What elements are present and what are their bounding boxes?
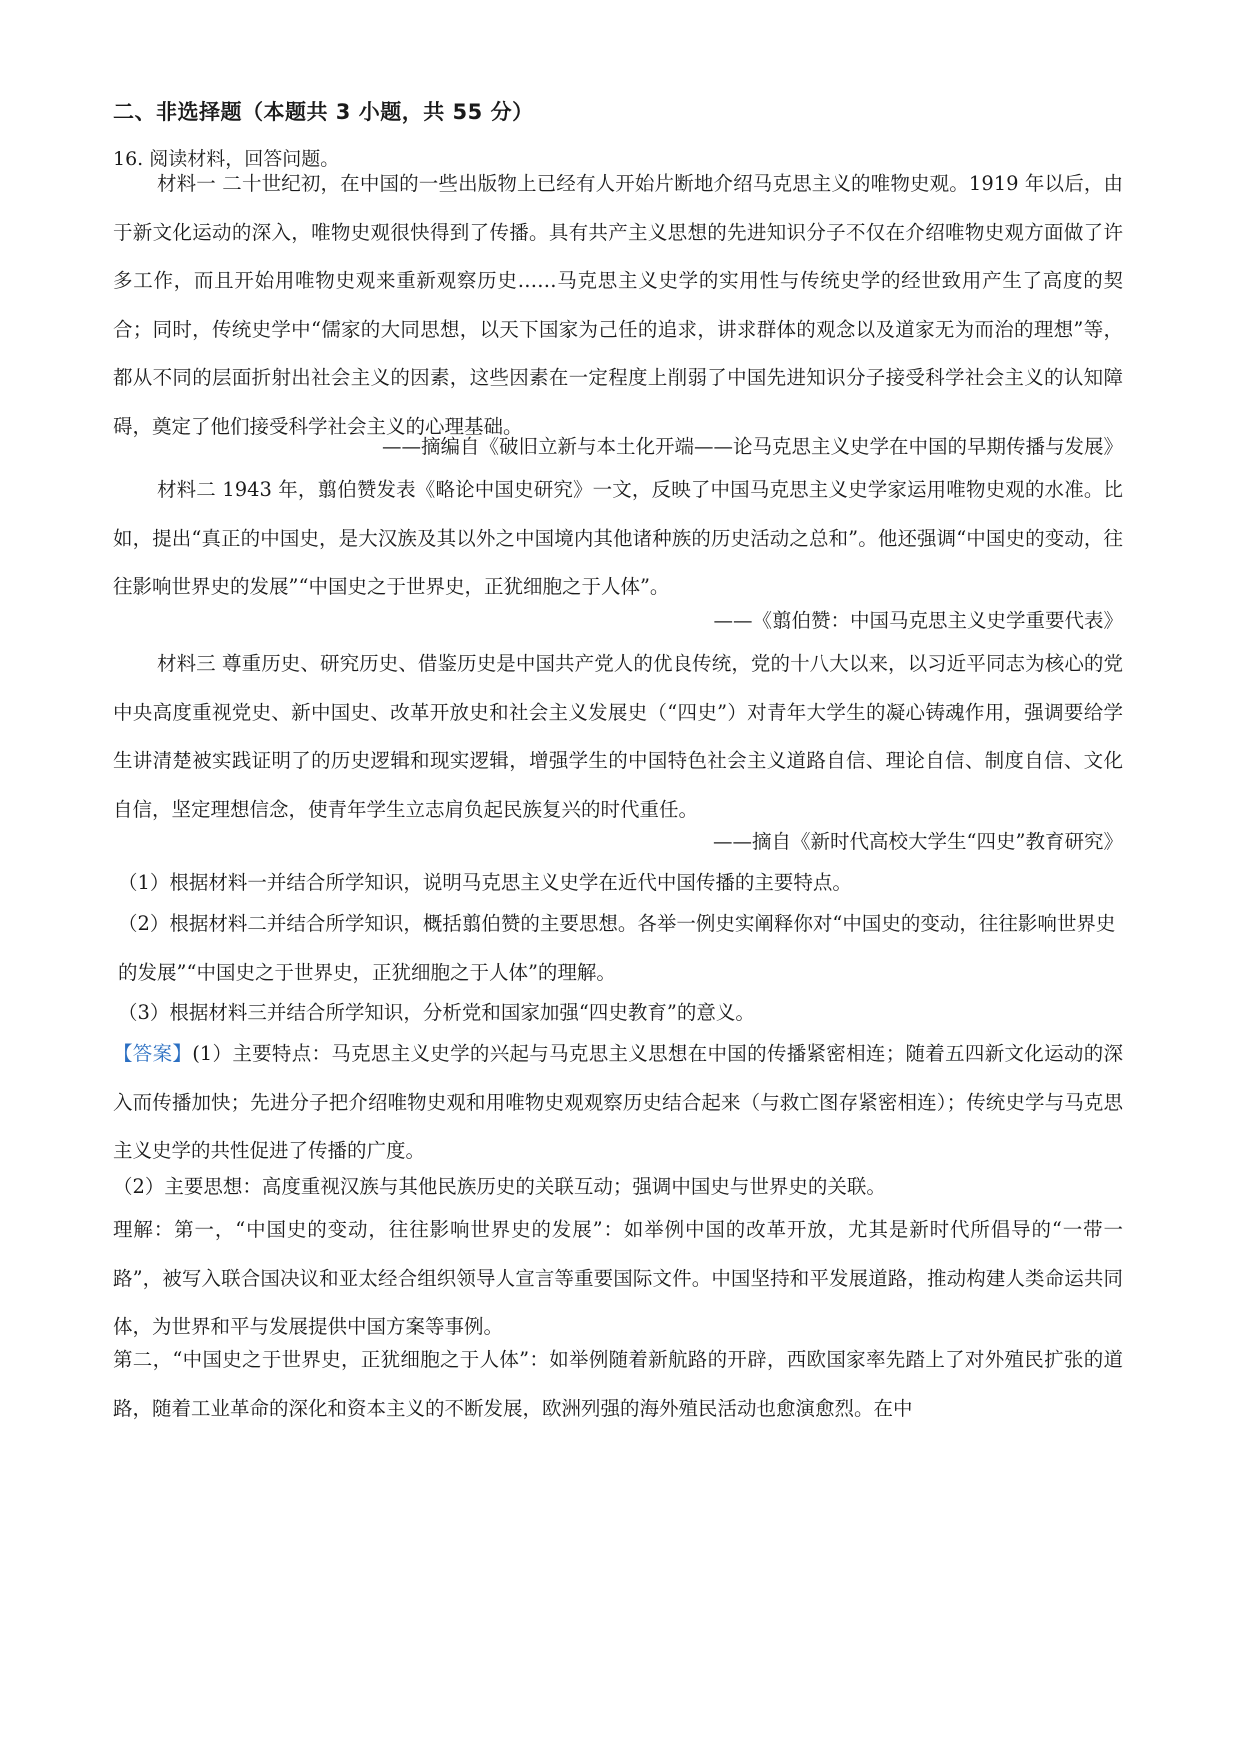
answer-part-1 <box>113 1030 1123 1176</box>
subquestion-3: （3）根据材料三并结合所学知识，分析党和国家加强“四史教育”的意义。 <box>118 1001 755 1024</box>
answer-understanding-1: 理解：第一，“中国史的变动，往往影响世界史的发展”：如举例中国的改革开放，尤其是新时代所倡导的“一带一路”，被写入联合国决议和亚太经合组织领导人宣言等重要国际文件。中国坚持和平发展道路，推动构建人类命运共同体，为世界和平与发展提供中国方案等事例。 <box>113 1218 1123 1338</box>
answer-understanding-2: 第二，“中国史之于世界史，正犹细胞之于人体”：如举例随着新航路的开辟，西欧国家率先踏上了对外殖民扩张的道路，随着工业革命的深化和资本主义的不断发展，欧洲列强的海外殖民活动也愈演愈烈。在中 <box>113 1348 1123 1420</box>
answer-tag: 【答案】 <box>113 1042 193 1065</box>
subquestion-1: （1）根据材料一并结合所学知识，说明马克思主义史学在近代中国传播的主要特点。 <box>118 871 852 894</box>
answer-part-2: （2）主要思想：高度重视汉族与其他民族历史的关联互动；强调中国史与世界史的关联。 <box>113 1175 886 1198</box>
question-title: 16. 阅读材料，回答问题。 <box>113 148 340 170</box>
subquestion-2: （2）根据材料二并结合所学知识，概括翦伯赞的主要思想。各举一例史实阐释你对“中国史的变动，往往影响世界史的发展”“中国史之于世界史，正犹细胞之于人体”的理解。 <box>118 912 1116 984</box>
material-one: 材料一 二十世纪初，在中国的一些出版物上已经有人开始片断地介绍马克思主义的唯物史观。1919 年以后，由于新文化运动的深入，唯物史观很快得到了传播。具有共产主义思想的先进知识分子不仅在介绍唯物史观方面做了许多工作，而且开始用唯物史观来重新观察历史……马克思主义史学的实用性与传统史学的经世致用产生了高度的契合；同时，传统史学中“儒家的大同思想，以天下国家为己任的追求，讲求群体的观念以及道家无为而治的理想”等，都从不同的层面折射出社会主义的因素，这些因素在一定程度上削弱了中国先进知识分子接受科学社会主义的认知障碍，奠定了他们接受科学社会主义的心理基础。 <box>113 172 1123 438</box>
answer-part-1-text: (1）主要特点：马克思主义史学的兴起与马克思主义思想在中国的传播紧密相连；随着五四新文化运动的深入而传播加快；先进分子把介绍唯物史观和用唯物史观观察历史结合起来（与救亡图存紧密相连）；传统史学与马克思主义史学的共性促进了传播的广度。 <box>113 1042 1123 1162</box>
material-three: 材料三 尊重历史、研究历史、借鉴历史是中国共产党人的优良传统，党的十八大以来，以习近平同志为核心的党中央高度重视党史、新中国史、改革开放史和社会主义发展史（“四史”）对青年大学生的凝心铸魂作用，强调要给学生讲清楚被实践证明了的历史逻辑和现实逻辑，增强学生的中国特色社会主义道路自信、理论自信、制度自信、文化自信，坚定理想信念，使青年学生立志肩负起民族复兴的时代重任。 <box>113 652 1123 821</box>
material-two: 材料二 1943 年，翦伯赞发表《略论中国史研究》一文，反映了中国马克思主义史学家运用唯物史观的水准。比如，提出“真正的中国史，是大汉族及其以外之中国境内其他诸种族的历史活动之总和”。他还强调“中国史的变动，往往影响世界史的发展”“中国史之于世界史，正犹细胞之于人体”。 <box>113 478 1123 598</box>
material-two-source: ——《翦伯赞：中国马克思主义史学重要代表》 <box>713 609 1123 632</box>
material-one-source: ——摘编自《破旧立新与本土化开端——论马克思主义史学在中国的早期传播与发展》 <box>381 435 1123 458</box>
section-heading: 二、非选择题（本题共 3 小题，共 55 分） <box>113 100 534 124</box>
material-three-source: ——摘自《新时代高校大学生“四史”教育研究》 <box>713 830 1123 853</box>
